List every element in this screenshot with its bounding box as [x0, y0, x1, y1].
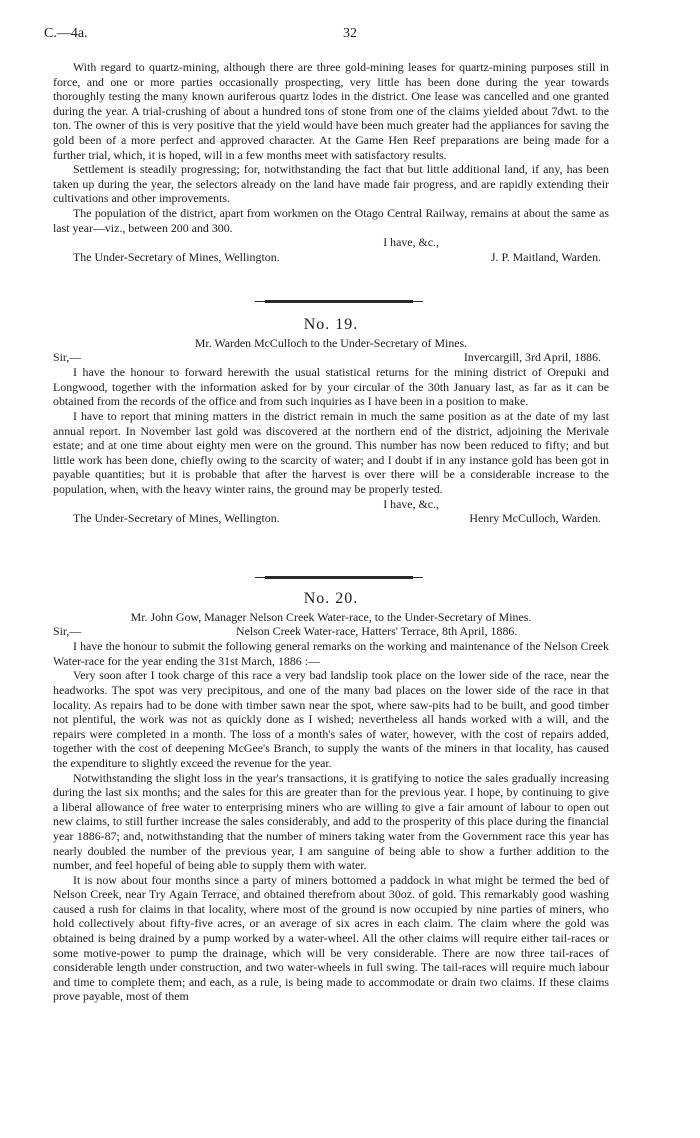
letter-date: Nelson Creek Water-race, Hatters' Terrace, 8th April, 1886. [236, 624, 518, 639]
salutation: Sir,— [53, 350, 82, 365]
paragraph: I have to report that mining matters in the district remain in much the same position as at the date of my last annual report. In November last gold was discovered at the northern end of the district, adjoining the Merivale estate; and at one time about eighty men were on the ground. This number has now been reduced to fifty; and but little work has been done, chiefly owing to the scarcity of water; and I doubt if in any instance gold has been got in payable quantities; but it is probable that after the harvest is over there will be a considerable increase to the population, when, with the heavy winter rains, the ground may be properly tested. [53, 408, 609, 496]
salutation: Sir,— [53, 624, 82, 639]
section-20 [53, 592, 609, 1004]
section-19 [53, 318, 609, 526]
paragraph: With regard to quartz-mining, although there are three gold-mining leases for quartz-mining purposes still in force, and one or more parties occasionally prospecting, very little has been done during the year towards thoroughly testing the many known auriferous quartz lodes in the district. One lease was cancelled and one granted during the year. A trial-crushing of about a hundred tons of stone from one of the claims yielded about 7dwt. to the ton. The owner of this is very positive that the yield would have been much greater had the appliances for saving the gold been of a more perfect and approved character. At the Game Hen Reef preparations are being made for a further trial, which, it is hoped, will in a few months meet with satisfactory results. [53, 60, 609, 162]
page-header [44, 26, 656, 46]
dateline [53, 624, 609, 639]
section-number: No. 19. [303, 316, 359, 333]
addressee: The Under-Secretary of Mines, Wellington. [73, 249, 280, 264]
section-divider [265, 300, 413, 303]
signature-line [53, 511, 609, 526]
letter-date: Invercargill, 3rd April, 1886. [463, 350, 601, 365]
paragraph: It is now about four months since a party of miners bottomed a paddock in what might be termed the bed of Nelson Creek, near Try Again Terrace, and obtained therefrom about 30oz. of gold. This remarkably good washing caused a rush for claims in that locality, where most of the ground is now occupied by nine parties of miners, who hold collectively about fifty-five acres, or an average of six acres in each claim. The claim where the gold was obtained is being drained by a pump worked by a water-wheel. All the other claims will require either tail-races or some motive-power to pump the drainage, which will be very considerable. There are now three tail-races of considerable length under construction, and two water-wheels in full swing. The tail-races will require much labour and time to complete them; and each, as a rule, is being made to accommodate or drain two claims. If these claims prove payable, most of them [53, 872, 609, 1004]
section-divider [265, 576, 413, 579]
page-number: 32 [343, 26, 357, 41]
section-title: Mr. Warden McCulloch to the Under-Secretary of Mines. [194, 335, 468, 350]
closing: I have, &c., [383, 235, 439, 250]
signature-line [53, 250, 609, 265]
section-title: Mr. John Gow, Manager Nelson Creek Water-race, to the Under-Secretary of Mines. [130, 609, 532, 624]
closing: I have, &c., [383, 496, 439, 511]
dateline [53, 350, 609, 365]
signature: Henry McCulloch, Warden. [469, 511, 601, 526]
section-number: No. 20. [303, 590, 359, 607]
paragraph: Settlement is steadily progressing; for, notwithstanding the fact that but little additional land, if any, has been taken up during the year, the selectors already on the land have made fair progress, and are rapidly extending their cultivations and other improvements. [53, 162, 609, 206]
paragraph: I have the honour to forward herewith the usual statistical returns for the mining district of Orepuki and Longwood, together with the information asked for by your circular of the 30th January last, as far as it can be obtained from the records of the office and from such inquiries as I have been in a position to make. [53, 365, 609, 409]
paragraph: Notwithstanding the slight loss in the year's transactions, it is gratifying to notice the sales gradually increasing during the last six months; and the sales for this are greater than for the previous year. I hope, by continuing to give a liberal allowance of free water to enterprising miners who are willing to give a fair amount of labour to open out new claims, to still further increase the sales considerably, and add to the prosperity of this place during the financial year 1886-87; and, notwithstanding that the number of miners taking water from the Government race this year has nearly doubled the number of the previous year, I am sanguine of being able to show a further addition to the number, and feel hopeful of being able to supply them with water. [53, 770, 609, 873]
paragraph: Very soon after I took charge of this race a very bad landslip took place on the lower side of the race, near the headworks. The spot was very precipitous, and one of the many bad places on the lower side of the race in that locality. As repairs had to be done with timber sawn near the spot, where saw-pits had to be built, and good timber not plentiful, the work was not as quickly done as I wished; nevertheless all hands worked with a will, and the repairs were completed in a month. The loss of a month's sales of water, however, with the cost of repairs added, together with the cost of deepening McGee's Branch, to supply the wants of the miners in that locality, has caused the expenditure to slightly exceed the revenue for the year. [53, 668, 609, 770]
addressee: The Under-Secretary of Mines, Wellington. [73, 511, 280, 526]
paragraph: The population of the district, apart from workmen on the Otago Central Railway, remains at about the same as last year—viz., between 200 and 300. [53, 205, 609, 235]
document-reference: C.—4a. [44, 26, 88, 41]
paragraph: I have the honour to submit the following general remarks on the working and maintenance of the Nelson Creek Water-race for the year ending the 31st March, 1886 :— [53, 639, 609, 668]
signature: J. P. Maitland, Warden. [490, 249, 601, 264]
previous-report [53, 60, 609, 265]
